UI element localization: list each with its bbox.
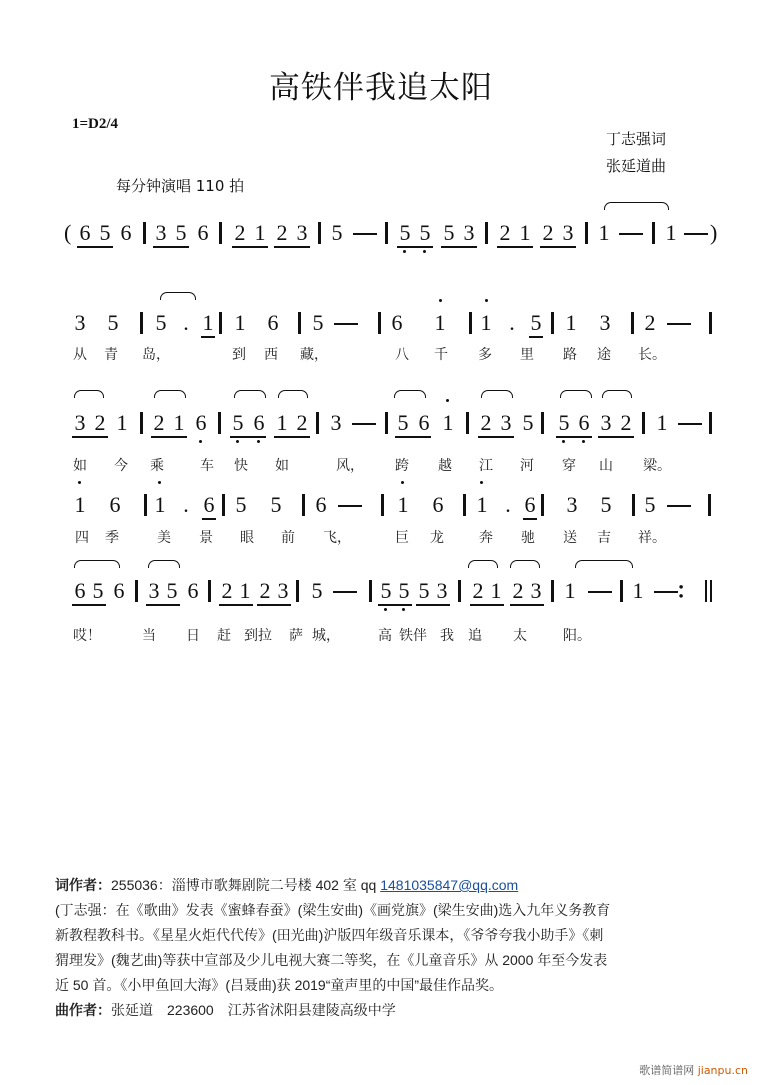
lyric: 藏， xyxy=(300,347,328,363)
dot: . xyxy=(183,310,189,335)
note: 5 xyxy=(600,492,612,517)
note: 5 xyxy=(419,220,431,245)
score-line-intro xyxy=(0,220,762,260)
hold-dash xyxy=(667,505,691,507)
lyric: 穿 xyxy=(562,458,576,474)
hold-dash xyxy=(588,591,612,593)
high-octave-dot xyxy=(78,481,81,484)
underline xyxy=(395,436,431,438)
slur xyxy=(394,390,426,398)
note: 5 xyxy=(398,578,410,603)
barline xyxy=(385,222,388,244)
lyric: 河 xyxy=(520,458,534,474)
note: 6 xyxy=(195,410,207,435)
lyric: 萨 xyxy=(289,628,303,644)
lyricist-label: 词作者： xyxy=(55,877,111,893)
lyrics-line-2 xyxy=(0,455,762,495)
barline xyxy=(463,494,466,516)
repeat-barline xyxy=(705,580,707,602)
high-octave-dot xyxy=(480,481,483,484)
barline xyxy=(302,494,305,516)
repeat-barline xyxy=(710,580,712,602)
lyric: 如 xyxy=(73,458,87,474)
slur xyxy=(602,390,632,398)
lyric: 山 xyxy=(599,458,613,474)
underline xyxy=(72,604,106,606)
low-octave-dot xyxy=(236,440,239,443)
lyric: 车 xyxy=(200,458,214,474)
note: 3 xyxy=(500,410,512,435)
bio-line: 近 50 首。《小甲鱼回大海》(吕聂曲)获 2019“童声里的中国”最佳作品奖。 xyxy=(55,977,504,993)
note: 1 xyxy=(154,492,166,517)
underline xyxy=(510,604,544,606)
lyric: 四 xyxy=(75,530,89,546)
lyric: 驰 xyxy=(521,530,535,546)
slur xyxy=(510,560,540,568)
barline xyxy=(551,580,554,602)
slur xyxy=(468,560,498,568)
slur xyxy=(154,390,186,398)
note: 3 xyxy=(436,578,448,603)
lyricist-address: 255036：淄博市歌舞剧院二号楼 402 室 qq xyxy=(111,877,381,893)
underline xyxy=(72,436,108,438)
slur xyxy=(148,560,180,568)
lyric: 季 xyxy=(105,530,119,546)
barline xyxy=(458,580,461,602)
lyric: 快 xyxy=(234,458,248,474)
note: 1 xyxy=(519,220,531,245)
lyric: 八 xyxy=(395,347,409,363)
barline xyxy=(298,312,301,334)
note: 3 xyxy=(566,492,578,517)
note: 5 xyxy=(99,220,111,245)
score-line-3 xyxy=(0,492,762,532)
lyric: 青 xyxy=(104,347,118,363)
low-octave-dot xyxy=(384,608,387,611)
underline xyxy=(274,246,310,248)
note: 1 xyxy=(116,410,128,435)
note: 3 xyxy=(562,220,574,245)
note: 6 xyxy=(197,220,209,245)
author-info xyxy=(55,873,725,1023)
slur xyxy=(74,560,120,568)
barline xyxy=(296,580,299,602)
lyric: 如 xyxy=(275,458,289,474)
note: 1 xyxy=(665,220,677,245)
lyric: 城， xyxy=(312,628,340,644)
barline xyxy=(143,222,146,244)
slur xyxy=(234,390,266,398)
note: 5 xyxy=(418,578,430,603)
note: 6 xyxy=(74,578,86,603)
lyric: 铁伴 xyxy=(399,628,427,644)
note: 2 xyxy=(620,410,632,435)
barline xyxy=(620,580,623,602)
lyrics-line-1 xyxy=(0,344,762,384)
barline xyxy=(642,412,645,434)
slur xyxy=(481,390,513,398)
lyric: 梁。 xyxy=(643,458,671,474)
high-octave-dot xyxy=(446,399,449,402)
lyric: 越 xyxy=(438,458,452,474)
underline xyxy=(219,604,253,606)
underline xyxy=(397,246,433,248)
composer-label: 曲作者： xyxy=(55,1002,111,1018)
lyric: 长。 xyxy=(638,347,666,363)
high-octave-dot xyxy=(485,299,488,302)
lyric: 美 xyxy=(157,530,171,546)
barline xyxy=(222,494,225,516)
lyric: 眼 xyxy=(240,530,254,546)
barline xyxy=(219,312,222,334)
note: 3 xyxy=(600,410,612,435)
lyric: 前 xyxy=(281,530,295,546)
note: 1 xyxy=(565,310,577,335)
underline xyxy=(556,436,592,438)
underline xyxy=(257,604,291,606)
barline xyxy=(218,412,221,434)
note: 5 xyxy=(443,220,455,245)
lyric: 哎！ xyxy=(73,628,101,644)
note: 6 xyxy=(253,410,265,435)
underline xyxy=(529,336,543,338)
note: 6 xyxy=(432,492,444,517)
underline xyxy=(153,246,189,248)
hold-dash xyxy=(352,423,376,425)
lyricist-info-line xyxy=(55,873,725,898)
note: 1 xyxy=(276,410,288,435)
lyric: 跨 xyxy=(395,458,409,474)
barline xyxy=(466,412,469,434)
note: 2 xyxy=(221,578,233,603)
hold-dash xyxy=(334,323,358,325)
barline xyxy=(585,222,588,244)
note: 5 xyxy=(311,578,323,603)
hold-dash xyxy=(667,323,691,325)
note: 5 xyxy=(522,410,534,435)
barline xyxy=(541,494,544,516)
underline xyxy=(274,436,310,438)
watermark-cn: 歌谱简谱网 xyxy=(639,1064,695,1077)
note: 5 xyxy=(558,410,570,435)
note: 5 xyxy=(175,220,187,245)
note: 3 xyxy=(74,410,86,435)
note: 3 xyxy=(530,578,542,603)
underline xyxy=(416,604,450,606)
note: 6 xyxy=(418,410,430,435)
underline xyxy=(523,518,537,520)
underline xyxy=(441,246,477,248)
lyric: 日 xyxy=(186,628,200,644)
low-octave-dot xyxy=(423,250,426,253)
email-link[interactable]: 1481035847@qq.com xyxy=(380,877,519,893)
note: 2 xyxy=(644,310,656,335)
underline xyxy=(232,246,268,248)
lyric: 途 xyxy=(597,347,611,363)
note: 5 xyxy=(166,578,178,603)
dot: . xyxy=(509,310,515,335)
lyric: 江 xyxy=(479,458,493,474)
low-octave-dot xyxy=(402,608,405,611)
slur xyxy=(74,390,104,398)
note: 5 xyxy=(644,492,656,517)
note: 5 xyxy=(235,492,247,517)
note: 6 xyxy=(267,310,279,335)
dot: . xyxy=(183,492,189,517)
underline xyxy=(230,436,266,438)
note: 1 xyxy=(74,492,86,517)
note: 3 xyxy=(148,578,160,603)
score-line-4 xyxy=(0,578,762,618)
note: 2 xyxy=(153,410,165,435)
note: 5 xyxy=(380,578,392,603)
barline xyxy=(551,312,554,334)
note: 3 xyxy=(463,220,475,245)
hold-dash xyxy=(333,591,357,593)
key-signature: 1=D2/4 xyxy=(72,116,119,132)
note: 6 xyxy=(79,220,91,245)
lyric: 今 xyxy=(114,458,128,474)
barline xyxy=(469,312,472,334)
note: 2 xyxy=(472,578,484,603)
lyric: 路 xyxy=(563,347,577,363)
hold-dash xyxy=(654,591,678,593)
low-octave-dot xyxy=(257,440,260,443)
watermark xyxy=(639,1062,748,1078)
note: 1 xyxy=(173,410,185,435)
barline xyxy=(135,580,138,602)
note: 6 xyxy=(113,578,125,603)
lyric: 送 xyxy=(563,530,577,546)
high-octave-dot xyxy=(439,299,442,302)
note: 2 xyxy=(94,410,106,435)
note: 2 xyxy=(480,410,492,435)
underline xyxy=(478,436,514,438)
low-octave-dot xyxy=(199,440,202,443)
barline xyxy=(541,412,544,434)
note: 6 xyxy=(109,492,121,517)
underline xyxy=(540,246,576,248)
note: 5 xyxy=(92,578,104,603)
note: 3 xyxy=(74,310,86,335)
barline xyxy=(385,412,388,434)
tie xyxy=(575,560,633,568)
note: 6 xyxy=(391,310,403,335)
lyric: 我 xyxy=(440,628,454,644)
underline xyxy=(378,604,412,606)
lyric: 岛， xyxy=(142,347,170,363)
note: 3 xyxy=(296,220,308,245)
note: 2 xyxy=(234,220,246,245)
lyric: 巨 xyxy=(395,530,409,546)
note: 5 xyxy=(232,410,244,435)
note: 1 xyxy=(490,578,502,603)
note: 5 xyxy=(530,310,542,335)
barline xyxy=(708,494,711,516)
note: 5 xyxy=(107,310,119,335)
low-octave-dot xyxy=(582,440,585,443)
dot: . xyxy=(505,492,511,517)
hold-dash xyxy=(684,233,708,235)
lyric: 到拉 xyxy=(244,628,272,644)
lyric: 吉 xyxy=(597,530,611,546)
note: 1 xyxy=(202,310,214,335)
underline xyxy=(151,436,187,438)
note: 2 xyxy=(512,578,524,603)
slur xyxy=(160,292,196,300)
watermark-en: jianpu.cn xyxy=(697,1064,748,1077)
hold-dash xyxy=(619,233,643,235)
note: 5 xyxy=(312,310,324,335)
composer-address: 张延道 223600 江苏省沭阳县建陵高级中学 xyxy=(111,1002,396,1018)
lyric: 奔 xyxy=(479,530,493,546)
barline xyxy=(632,494,635,516)
barline xyxy=(318,222,321,244)
lyric: 龙 xyxy=(430,530,444,546)
note: 1 xyxy=(564,578,576,603)
barline xyxy=(652,222,655,244)
note: 5 xyxy=(399,220,411,245)
bio-line: (丁志强：在《歌曲》发表《蜜蜂春蚕》(梁生安曲)《画党旗》(梁生安曲)选入九年义务教育 xyxy=(55,902,611,918)
lyric: 追 xyxy=(468,628,482,644)
lyric: 高 xyxy=(378,628,392,644)
note: 1 xyxy=(397,492,409,517)
barline xyxy=(140,312,143,334)
lyric: 飞， xyxy=(323,530,351,546)
underline xyxy=(146,604,180,606)
note: 1 xyxy=(442,410,454,435)
barline xyxy=(709,412,712,434)
lyric: 风， xyxy=(336,458,364,474)
open-paren: ( xyxy=(64,220,72,245)
note: 1 xyxy=(480,310,492,335)
song-title: 高铁伴我追太阳 xyxy=(269,70,493,106)
lyric: 当 xyxy=(142,628,156,644)
underline xyxy=(470,604,504,606)
barline xyxy=(381,494,384,516)
note: 1 xyxy=(239,578,251,603)
lyric: 西 xyxy=(264,347,278,363)
composer-info-line xyxy=(55,998,725,1023)
bio-line: 猬理发》(魏艺曲)等获中宣部及少儿电视大赛二等奖，在《儿童音乐》从 2000 年至今发表 xyxy=(55,952,608,968)
note: 2 xyxy=(259,578,271,603)
lyric: 阳。 xyxy=(563,628,591,644)
note: 2 xyxy=(499,220,511,245)
low-octave-dot xyxy=(562,440,565,443)
barline xyxy=(631,312,634,334)
note: 5 xyxy=(331,220,343,245)
bio-line: 新教程教科书。《星星火炬代代传》(田光曲)沪版四年级音乐课本，《爷爷夸我小助手》《刺 xyxy=(55,927,604,943)
underline xyxy=(77,246,113,248)
lyric: 里 xyxy=(520,347,534,363)
note: 1 xyxy=(656,410,668,435)
note: 2 xyxy=(542,220,554,245)
lyric: 乘 xyxy=(150,458,164,474)
note: 1 xyxy=(598,220,610,245)
lyric: 祥。 xyxy=(638,530,666,546)
note: 1 xyxy=(632,578,644,603)
lyric: 千 xyxy=(434,347,448,363)
score-line-2 xyxy=(0,410,762,450)
note: 3 xyxy=(599,310,611,335)
note: 1 xyxy=(434,310,446,335)
lyric: 景 xyxy=(199,530,213,546)
barline xyxy=(709,312,712,334)
hold-dash xyxy=(678,423,702,425)
tempo-marking: 每分钟演唱 110 拍 xyxy=(116,177,245,195)
hold-dash xyxy=(353,233,377,235)
note: 6 xyxy=(203,492,215,517)
underline xyxy=(201,336,215,338)
barline xyxy=(369,580,372,602)
note: 6 xyxy=(187,578,199,603)
barline xyxy=(144,494,147,516)
lyricist-credit: 丁志强词 xyxy=(606,130,667,148)
note: 5 xyxy=(155,310,167,335)
barline xyxy=(378,312,381,334)
note: 1 xyxy=(234,310,246,335)
barline xyxy=(316,412,319,434)
high-octave-dot xyxy=(401,481,404,484)
note: 1 xyxy=(476,492,488,517)
note: 2 xyxy=(276,220,288,245)
underline xyxy=(497,246,533,248)
note: 6 xyxy=(315,492,327,517)
note: 6 xyxy=(120,220,132,245)
composer-credit: 张延道曲 xyxy=(606,157,667,175)
note: 5 xyxy=(270,492,282,517)
note: 3 xyxy=(155,220,167,245)
note: 3 xyxy=(330,410,342,435)
lyric: 太 xyxy=(513,628,527,644)
note: 5 xyxy=(397,410,409,435)
low-octave-dot xyxy=(403,250,406,253)
note: 1 xyxy=(254,220,266,245)
note: 3 xyxy=(277,578,289,603)
lyric: 到 xyxy=(232,347,246,363)
lyric: 赶 xyxy=(217,628,231,644)
note: 6 xyxy=(524,492,536,517)
note: 2 xyxy=(296,410,308,435)
underline xyxy=(598,436,634,438)
note: 6 xyxy=(578,410,590,435)
slur xyxy=(560,390,592,398)
barline xyxy=(208,580,211,602)
lyric: 多 xyxy=(478,347,492,363)
slur xyxy=(278,390,308,398)
lyrics-line-4 xyxy=(0,625,762,665)
tie xyxy=(604,202,669,210)
repeat-colon: ： xyxy=(676,578,699,603)
barline xyxy=(219,222,222,244)
high-octave-dot xyxy=(158,481,161,484)
lyric: 从 xyxy=(73,347,87,363)
barline xyxy=(140,412,143,434)
barline xyxy=(485,222,488,244)
hold-dash xyxy=(338,505,362,507)
close-paren: ) xyxy=(710,220,718,245)
underline xyxy=(202,518,216,520)
